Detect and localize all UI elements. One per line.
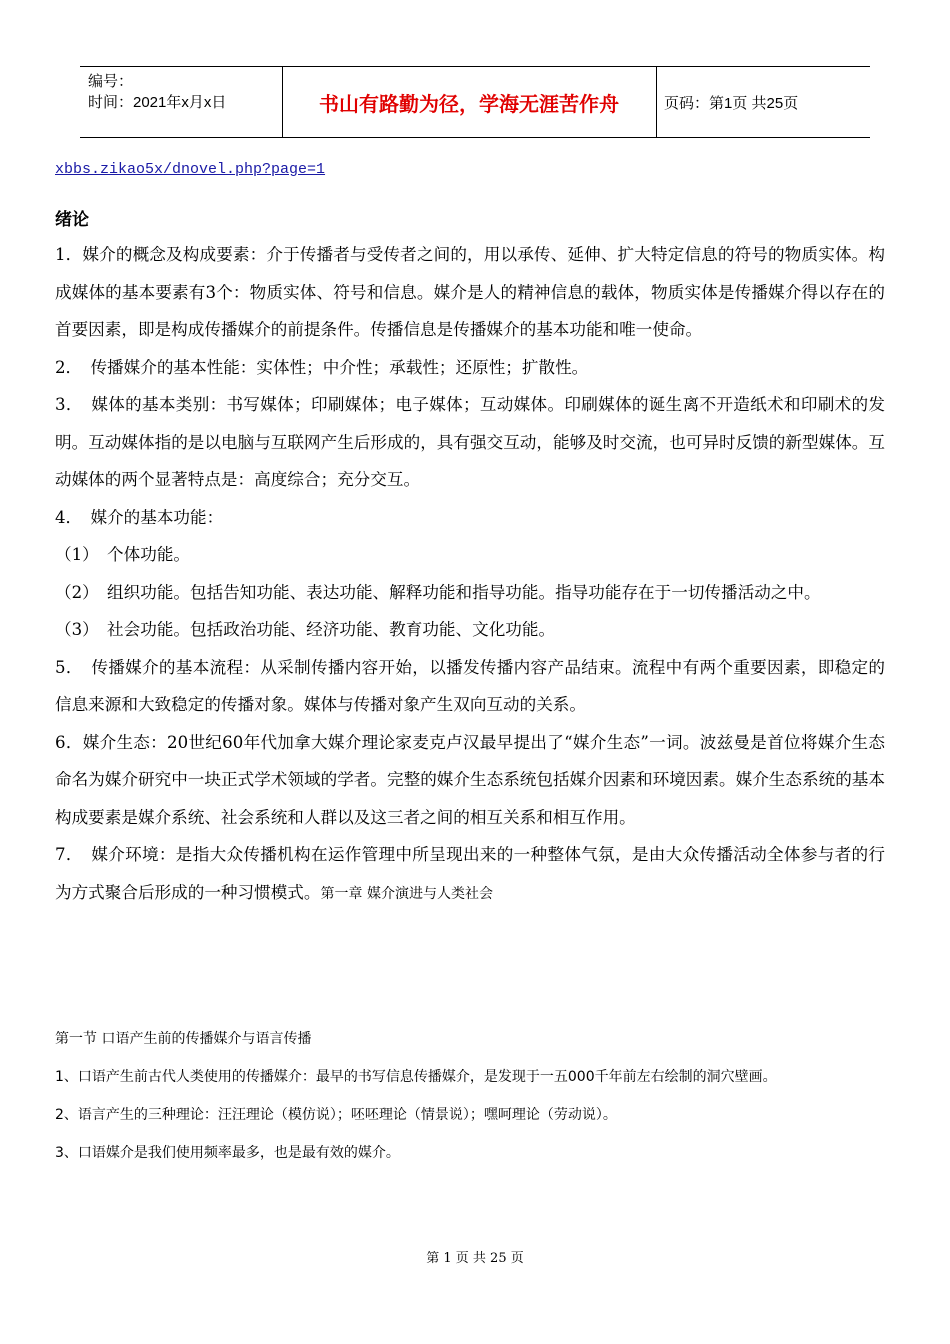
header-time-label: 时间：2021年x月x日	[88, 94, 227, 111]
paragraph: 3． 媒体的基本类别：书写媒体；印刷媒体；电子媒体；互动媒体。印刷媒体的诞生离不开造纸术和印刷术的发明。互动媒体指的是以电脑与互联网产生后形成的，具有强交互动，能够及时交流，也可异时反馈的新型媒体。互动媒体的两个显著特点是：高度综合；充分交互。	[55, 395, 885, 489]
list-item: 1、口语产生前古代人类使用的传播媒介：最早的书写信息传播媒介，是发现于一五000千年前左右绘制的洞穴壁画。	[55, 1069, 777, 1085]
section-title: 第一节 口语产生前的传播媒介与语言传播	[55, 1031, 312, 1047]
paragraph: 4． 媒介的基本功能：	[55, 507, 224, 527]
source-link[interactable]: xbbs.zikao5x/dnovel.php?page=1	[55, 161, 326, 178]
page-header	[80, 66, 870, 138]
header-motto: 书山有路勤为径，学海无涯苦作舟	[319, 91, 619, 116]
paragraph-text: 7． 媒介环境：是指大众传播机构在运作管理中所呈现出来的一种整体气氛，是由大众传播活动全体参与者的行为方式聚合后形成的一种习惯模式。	[55, 845, 885, 902]
chapter-title: 第一章 媒介演进与人类社会	[320, 885, 493, 902]
header-page-code: 页码：第1页 共25页	[664, 94, 799, 112]
page-footer: 第 1 页 共 25 页	[426, 1251, 524, 1266]
section-body	[55, 1024, 885, 1168]
paragraph: 5． 传播媒介的基本流程：从采制传播内容开始，以播发传播内容产品结束。流程中有两个重要因素，即稳定的信息来源和大致稳定的传播对象。媒体与传播对象产生双向互动的关系。	[55, 657, 885, 714]
header-divider-right	[656, 67, 657, 137]
list-item: 2、语言产生的三种理论：汪汪理论（模仿说）；呸呸理论（情景说）；嘿呵理论（劳动说）。	[55, 1107, 617, 1123]
paragraph-last	[55, 836, 885, 913]
paragraph: （2） 组织功能。包括告知功能、表达功能、解释功能和指导功能。指导功能存在于一切传播活动之中。	[55, 582, 821, 602]
list-item: 3、口语媒介是我们使用频率最多，也是最有效的媒介。	[55, 1145, 400, 1161]
header-meta	[88, 71, 278, 113]
paragraph: 1．媒介的概念及构成要素：介于传播者与受传者之间的，用以承传、延伸、扩大特定信息的符号的物质实体。构成媒体的基本要素有3个：物质实体、符号和信息。媒介是人的精神信息的载体，物质实体是传播媒介得以存在的首要因素，即是构成传播媒介的前提条件。传播信息是传播媒介的基本功能和唯一使命。	[55, 245, 885, 339]
paragraph: 2． 传播媒介的基本性能：实体性；中介性；承载性；还原性；扩散性。	[55, 357, 589, 377]
section-heading: 绪论	[55, 210, 89, 230]
paragraph: （1） 个体功能。	[55, 545, 191, 564]
paragraph: 6．媒介生态：20世纪60年代加拿大媒介理论家麦克卢汉最早提出了“媒介生态”一词。波兹曼是首位将媒介生态命名为媒介研究中一块正式学术领域的学者。完整的媒介生态系统包括媒介因素和环境因素。媒介生态系统的基本构成要素是媒介系统、社会系统和人群以及这三者之间的相互关系和相互作用。	[55, 732, 885, 827]
paragraph: （3） 社会功能。包括政治功能、经济功能、教育功能、文化功能。	[55, 620, 556, 639]
main-body	[55, 236, 885, 913]
header-number-label: 编号：	[88, 73, 134, 90]
